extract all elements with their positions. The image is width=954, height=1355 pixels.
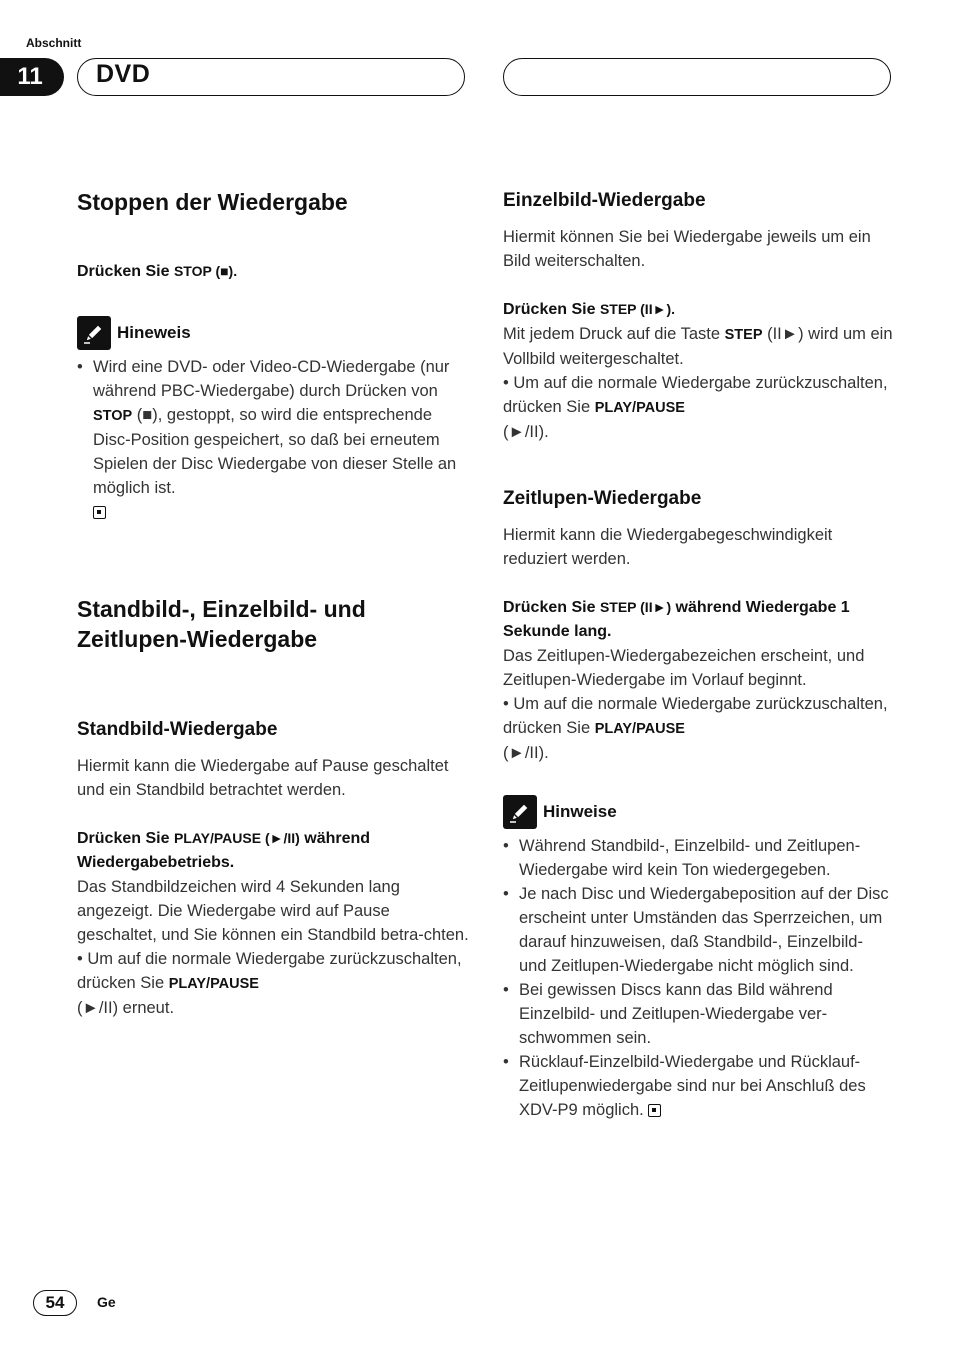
frame-body: [503, 322, 895, 371]
note-header: [77, 316, 469, 350]
instruction-text: Drücken Sie: [503, 301, 600, 318]
language-code: Ge: [97, 1294, 116, 1310]
frame-subheading: Einzelbild-Wiedergabe: [503, 190, 706, 211]
instruction-text: Drücken Sie: [503, 599, 600, 616]
instruction-text: während Wiedergabebetriebs.: [77, 830, 371, 871]
chapter-number: 11: [0, 58, 64, 96]
page-number: 54: [33, 1290, 77, 1316]
play-pause-key-inline: PLAY/PAUSE: [594, 721, 685, 737]
still-section-heading: [77, 594, 469, 654]
note-title: Hineweis: [117, 323, 191, 342]
frame-intro: Hiermit können Sie bei Wiedergabe jeweils um ein Bild weiterschalten.: [503, 228, 871, 270]
slow-instruction: [503, 595, 895, 644]
bullet-text: • Um auf die normale Wiedergabe zurückzuschalten, drücken Sie: [503, 695, 888, 737]
stop-key-inline: STOP: [93, 408, 133, 424]
still-bullet: [77, 947, 469, 1020]
slow-body: Das Zeitlupen-Wiedergabezeichen erscheint, und Zeitlupen-Wiedergabe im Vorlauf beginnt.: [503, 647, 865, 689]
slow-intro: Hiermit kann die Wiedergabegeschwindigkeit reduziert werden.: [503, 526, 833, 568]
body-text: (II►) wird um ein Vollbild weitergeschaltet.: [503, 325, 893, 368]
frame-instruction: [503, 297, 895, 322]
play-pause-key-inline: PLAY/PAUSE: [594, 400, 685, 416]
body-text: Mit jedem Druck auf die Taste: [503, 325, 725, 343]
still-intro: Hiermit kann die Wiedergabe auf Pause geschaltet und ein Standbild betrachtet werden.: [77, 757, 449, 799]
notes-section: [503, 795, 895, 1122]
pencil-note-icon: [503, 795, 537, 829]
list-item: • Je nach Disc und Wiedergabeposition auf der Disc erscheint unter Umständen das Sperrzeichen, um darauf hinzuweisen, daß Standbild-, Einzelbild- und Zeitlupen-Wiedergabe nicht möglich sind.: [503, 882, 895, 978]
stop-note: [77, 316, 469, 524]
empty-header-frame: [503, 58, 891, 96]
still-body: Das Standbildzeichen wird 4 Sekunden lang angezeigt. Die Wiedergabe wird auf Pause geschaltet, und Sie können ein Standbild betra-chten.: [77, 878, 469, 944]
bullet-text: (►/II).: [503, 423, 549, 441]
list-item: • Bei gewissen Discs kann das Bild während Einzelbild- und Zeitlupen-Wiedergabe ver-schwommen sein.: [503, 978, 895, 1050]
note-header: [503, 795, 895, 829]
chapter-title: DVD: [96, 60, 151, 88]
instruction-text: während Wiedergabe 1 Sekunde lang.: [503, 599, 850, 640]
still-playback: [77, 718, 469, 1020]
heading-line-2: Zeitlupen-Wiedergabe: [77, 626, 318, 652]
play-pause-key-label: PLAY/PAUSE (►/II): [173, 830, 300, 846]
step-key-label: STEP (II►): [599, 599, 672, 615]
instruction-text: Drücken Sie: [77, 830, 174, 847]
slow-bullet: [503, 692, 895, 765]
frame-bullet: [503, 371, 895, 444]
slow-playback: [503, 487, 895, 765]
stop-section: [77, 187, 469, 217]
instruction-text: Drücken Sie: [77, 263, 174, 280]
stop-heading: Stoppen der Wiedergabe: [77, 189, 348, 215]
section-heading: [77, 594, 469, 654]
notes-title: Hinweise: [543, 802, 617, 821]
list-item: [503, 1050, 895, 1122]
slow-subheading: Zeitlupen-Wiedergabe: [503, 488, 702, 509]
section-label: Abschnitt: [26, 36, 82, 50]
end-of-section-icon: [93, 506, 106, 519]
frame-playback: [503, 189, 895, 444]
stop-key-label: STOP (■).: [173, 263, 238, 279]
note-text: Wird eine DVD- oder Video-CD-Wiedergabe (nur während PBC-Wiedergabe) durch Drücken von: [93, 358, 450, 400]
list-item: [77, 355, 469, 524]
still-instruction: [77, 826, 469, 875]
pencil-note-icon: [77, 316, 111, 350]
note-text: Rücklauf-Einzelbild-Wiedergabe und Rücklauf-Zeitlupenwiedergabe sind nur bei Anschluß des XDV-P9 möglich.: [519, 1053, 866, 1119]
bullet-text: (►/II) erneut.: [77, 999, 175, 1017]
note-list: [77, 355, 469, 524]
notes-list: [503, 834, 895, 1122]
still-subheading: Standbild-Wiedergabe: [77, 719, 278, 740]
list-item: • Während Standbild-, Einzelbild- und Zeitlupen-Wiedergabe wird kein Ton wiedergegeben.: [503, 834, 895, 882]
stop-instruction: [77, 259, 469, 284]
step-key-inline: STEP: [724, 327, 763, 343]
bullet-text: • Um auf die normale Wiedergabe zurückzuschalten, drücken Sie: [77, 950, 462, 992]
step-key-label: STEP (II►).: [599, 301, 675, 317]
end-of-section-icon: [648, 1104, 661, 1117]
play-pause-key-inline: PLAY/PAUSE: [168, 976, 259, 992]
bullet-text: • Um auf die normale Wiedergabe zurückzuschalten, drücken Sie: [503, 374, 888, 416]
note-text: (■), gestoppt, so wird die entsprechende Disc-Position gespeichert, so daß bei erneutem Spielen der Disc Wiedergabe von dieser Stelle an möglich ist.: [93, 406, 457, 497]
heading-line-1: Standbild-, Einzelbild- und: [77, 596, 366, 622]
bullet-text: (►/II).: [503, 744, 549, 762]
